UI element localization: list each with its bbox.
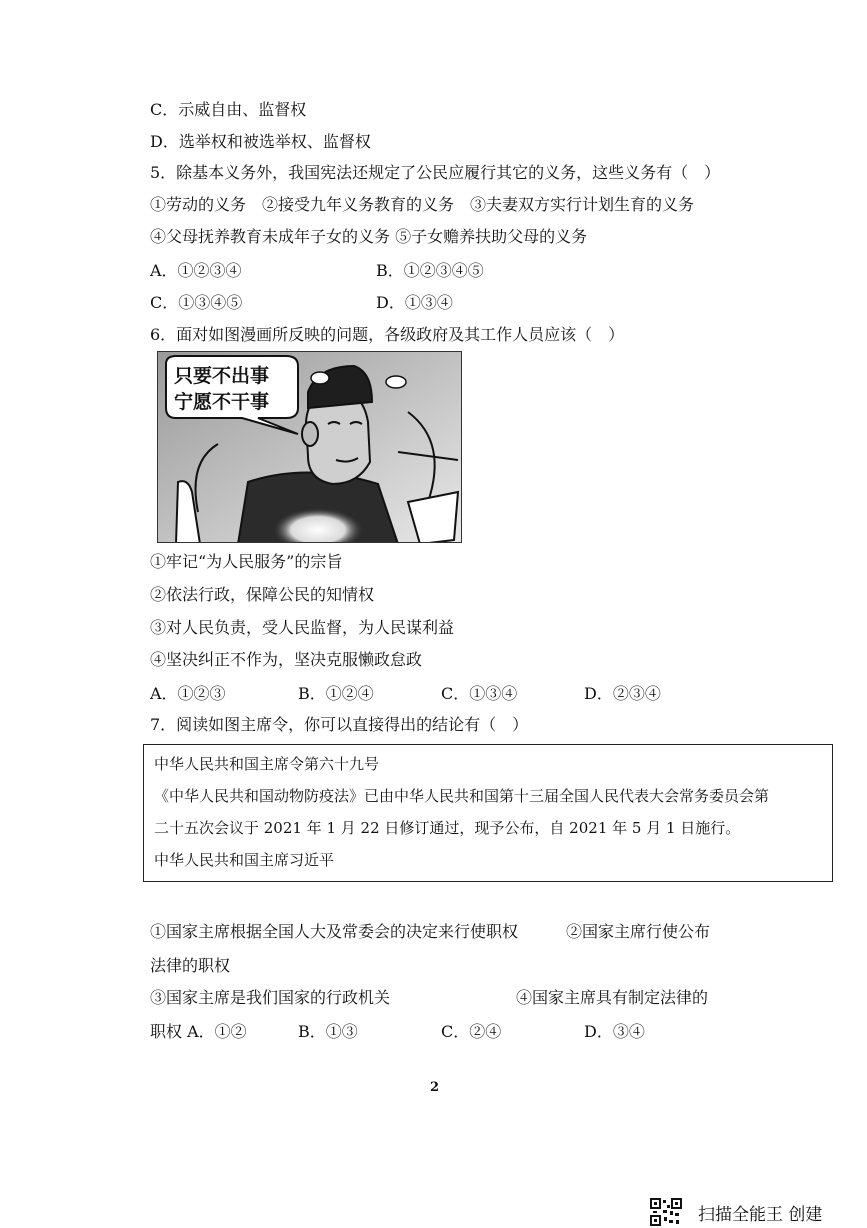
q7-item-2: ②国家主席行使公布: [566, 922, 711, 941]
q7-item-4-cont-option-a: 职权 A．①②: [150, 1022, 247, 1041]
q5-option-b: B．①②③④⑤: [376, 261, 484, 280]
q4-option-c: C．示威自由、监督权: [150, 100, 307, 119]
cartoon-text-2: 宁愿不干事: [174, 391, 270, 413]
cartoon-text-1: 只要不出事: [174, 365, 270, 387]
q7-item-1: ①国家主席根据全国人大及常委会的决定来行使职权: [150, 922, 519, 941]
notice-body-line1: 《中华人民共和国动物防疫法》已由中华人民共和国第十三届全国人民代表大会常务委员会第: [154, 787, 770, 805]
q7-item-2-cont: 法律的职权: [150, 956, 231, 975]
q6-option-c: C．①③④: [441, 684, 518, 703]
q7-option-d: D．③④: [584, 1022, 645, 1041]
qr-code-icon: [650, 1198, 682, 1226]
q7-item-4: ④国家主席具有制定法律的: [516, 988, 709, 1007]
q5-option-a: A．①②③④: [150, 261, 242, 280]
cartoon-drawing: [158, 352, 462, 543]
q6-item-3: ③对人民负责，受人民监督，为人民谋利益: [150, 618, 455, 637]
page-number: 2: [430, 1080, 440, 1095]
q5-stem: 5．除基本义务外，我国宪法还规定了公民应履行其它的义务，这些义务有（ ）: [150, 163, 721, 182]
q6-item-2: ②依法行政，保障公民的知情权: [150, 585, 375, 604]
q6-cartoon: [157, 351, 462, 543]
notice-signature: 中华人民共和国主席习近平: [154, 851, 335, 869]
q5-items-line1: ①劳动的义务 ②接受九年义务教育的义务 ③夫妻双方实行计划生育的义务: [150, 195, 695, 214]
q7-item-3: ③国家主席是我们国家的行政机关: [150, 988, 391, 1007]
q5-option-c: C．①③④⑤: [150, 293, 243, 312]
q6-option-b: B．①②④: [298, 684, 374, 703]
q6-option-d: D．②③④: [584, 684, 661, 703]
q5-items-line2: ④父母抚养教育未成年子女的义务 ⑤子女赡养扶助父母的义务: [150, 227, 588, 246]
scanner-brand-text: 扫描全能王 创建: [698, 1205, 823, 1225]
q6-item-1: ①牢记“为人民服务”的宗旨: [150, 552, 343, 571]
q7-stem: 7．阅读如图主席令，你可以直接得出的结论有（ ）: [150, 715, 529, 734]
presidential-order-box: [143, 744, 833, 882]
q7-option-b: B．①③: [298, 1022, 358, 1041]
q7-option-c: C．②④: [441, 1022, 502, 1041]
q6-stem: 6．面对如图漫画所反映的问题，各级政府及其工作人员应该（ ）: [150, 325, 625, 344]
notice-title: 中华人民共和国主席令第六十九号: [154, 755, 380, 773]
q6-option-a: A．①②③: [150, 684, 226, 703]
notice-body-line2: 二十五次会议于 2021 年 1 月 22 日修订通过，现予公布，自 2021 年 5 月 1 日施行。: [154, 819, 741, 837]
q4-option-d: D．选举权和被选举权、监督权: [150, 132, 371, 151]
q6-item-4: ④坚决纠正不作为，坚决克服懒政怠政: [150, 650, 423, 669]
q5-option-d: D．①③④: [376, 293, 453, 312]
